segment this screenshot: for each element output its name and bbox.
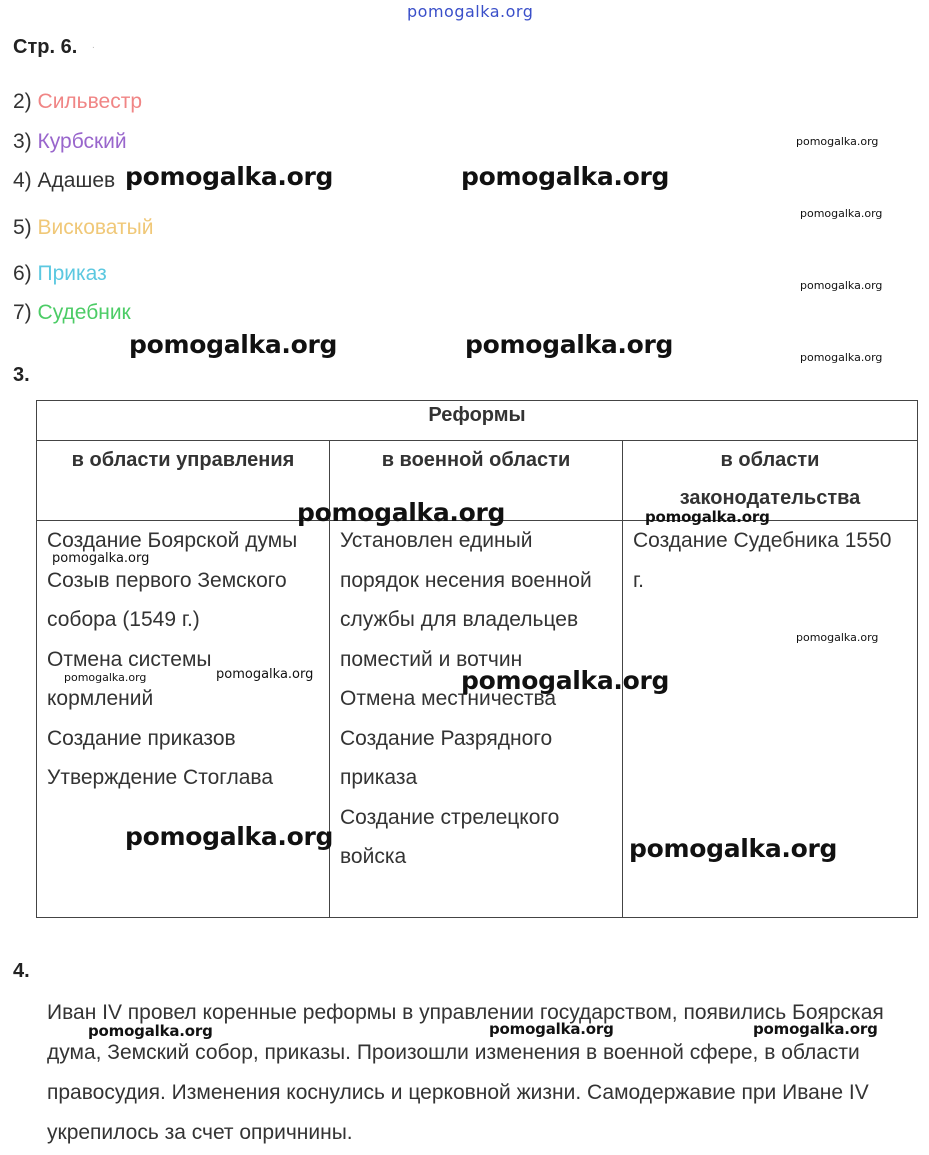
answer-text: Адашев — [37, 169, 116, 192]
table-title: Реформы — [37, 401, 918, 441]
answer-text: Судебник — [37, 301, 131, 324]
watermark: pomogalka.org — [461, 162, 670, 191]
answer-item: 4) Адашев — [13, 169, 116, 192]
answer-item: 7) Судебник — [13, 301, 131, 324]
watermark: pomogalka.org — [800, 351, 883, 364]
list-item: Установлен единый порядок несения военной службы для владельцев поместий и вотчин — [340, 529, 592, 671]
column-header-military: в военной области — [330, 441, 623, 521]
answer-item: 6) Приказ — [13, 262, 107, 285]
list-item: Создание приказов — [47, 726, 236, 750]
section-3-label: 3. — [13, 364, 30, 386]
watermark: pomogalka.org — [465, 330, 674, 359]
watermark: pomogalka.org — [645, 508, 770, 526]
list-item: Создание Разрядного приказа — [340, 726, 553, 789]
list-item: Утверждение Стоглава — [47, 766, 274, 789]
answer-item: 5) Висковатый — [13, 216, 154, 239]
watermark: pomogalka.org — [800, 207, 883, 220]
answer-text: Приказ — [37, 262, 107, 285]
watermark: pomogalka.org — [52, 551, 150, 566]
list-item: Создание Боярской думы — [47, 529, 298, 552]
watermark: pomogalka.org — [125, 822, 334, 851]
column-header-legislation: в области законодательства — [623, 441, 918, 521]
watermark: pomogalka.org — [129, 330, 338, 359]
section-4-label: 4. — [13, 960, 30, 982]
answer-text: Курбский — [37, 130, 127, 153]
list-item: Отмена местничества — [340, 687, 557, 710]
list-item: Создание стрелецкого войска — [340, 805, 560, 868]
list-item: Отмена системы кормлений — [47, 647, 212, 710]
page-reference: Стр. 6. — [13, 36, 78, 58]
list-item: Созыв первого Земского собора (1549 г.) — [47, 568, 287, 631]
watermark: pomogalka.org — [796, 135, 879, 148]
watermark: pomogalka.org — [88, 1022, 213, 1040]
watermark: pomogalka.org — [64, 671, 147, 684]
watermark: pomogalka.org — [125, 162, 334, 191]
watermark: pomogalka.org — [753, 1020, 878, 1038]
list-item: Создание Судебника 1550 г. — [633, 529, 892, 592]
watermark: pomogalka.org — [489, 1020, 614, 1038]
watermark: pomogalka.org — [216, 667, 314, 682]
answer-item: 3) Курбский — [13, 130, 127, 153]
watermark: pomogalka.org — [800, 279, 883, 292]
watermark: pomogalka.org — [297, 498, 506, 527]
answer-text: Висковатый — [37, 216, 154, 239]
watermark: pomogalka.org — [796, 631, 879, 644]
watermark: pomogalka.org — [629, 834, 838, 863]
page-reference-mark: . — [92, 40, 95, 51]
answer-item: 2) Сильвестр — [13, 90, 143, 113]
cell-military — [330, 521, 623, 918]
site-header-link[interactable]: pomogalka.org — [407, 2, 534, 21]
cell-management — [37, 521, 330, 918]
answer-text: Сильвестр — [37, 90, 143, 113]
summary-paragraph: Иван IV провел коренные реформы в управлении государством, появились Боярская дума, Земский собор, приказы. Произошли изменения в военной сфере, в области правосудия. Изменения коснулись и церковной жизни. Самодержавие при Иване IV укрепилось за счет опричнины. — [47, 1001, 884, 1144]
watermark: pomogalka.org — [461, 666, 670, 695]
column-header-management: в области управления — [37, 441, 330, 521]
